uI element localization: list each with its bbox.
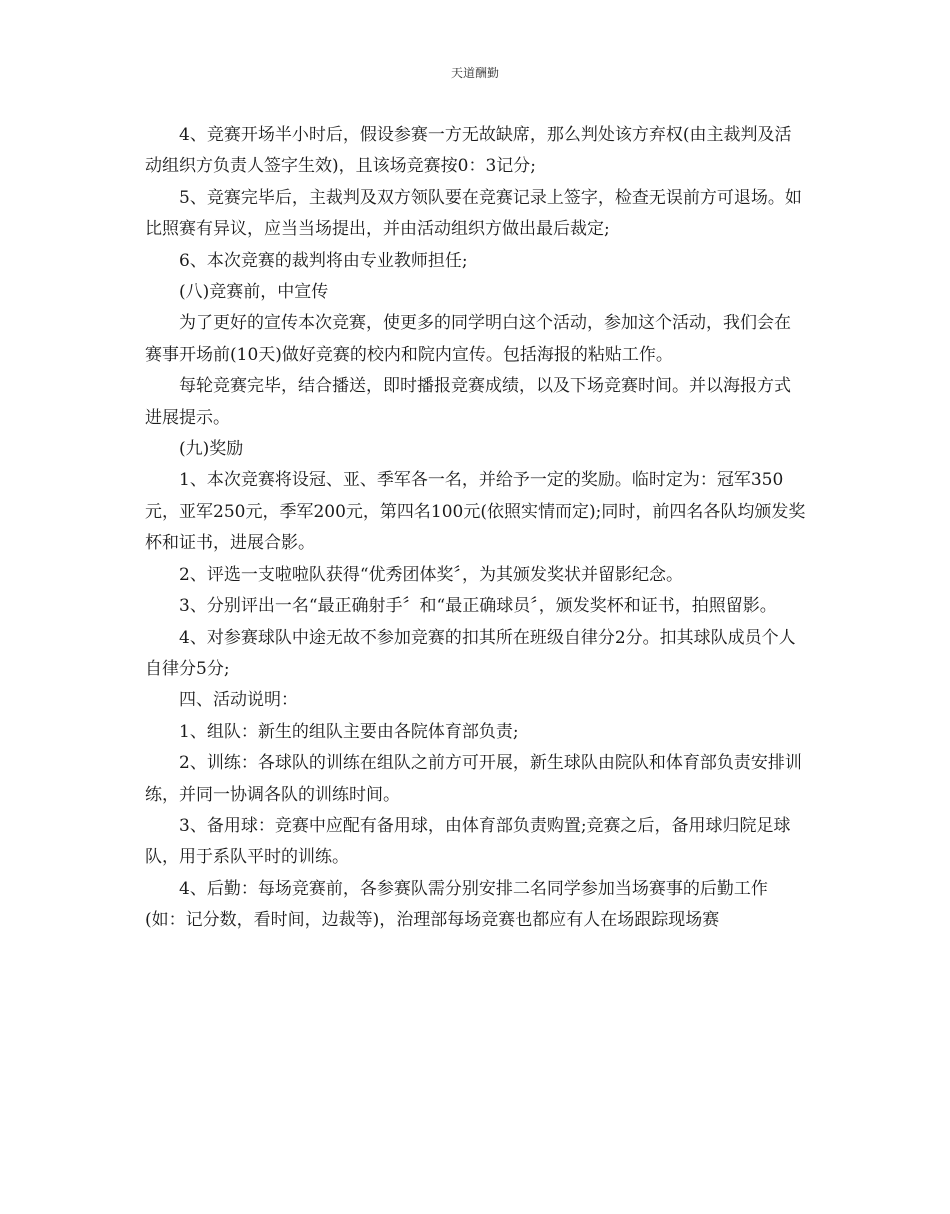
paragraph-award-4: 4、对参赛球队中途无故不参加竞赛的扣其所在班级自律分2分。扣其球队成员个人自律分5分;: [145, 627, 796, 679]
paragraph-rule-4: 4、竞赛开场半小时后，假设参赛一方无故缺席，那么判处该方弃权(由主裁判及活动组织方负责人签字生效)，且该场竞赛按0：3记分;: [145, 125, 792, 177]
paragraph-award-3: 3、分别评出一名“最正确射手〞和“最正确球员〞，颁发奖杯和证书，拍照留影。: [179, 596, 777, 617]
paragraph-note-2: 2、训练：各球队的训练在组队之前方可开展，新生球队由院队和体育部负责安排训练，并同一协调各队的训练时间。: [145, 753, 802, 805]
paragraph-rule-6: 6、本次竞赛的裁判将由专业教师担任;: [179, 250, 468, 271]
paragraph-note-4: 4、后勤：每场竞赛前，各参赛队需分别安排二名同学参加当场赛事的后勤工作(如：记分数，看时间，边裁等)，治理部每场竞赛也都应有人在场跟踪现场赛: [145, 878, 768, 931]
paragraph-award-1: 1、本次竞赛将设冠、亚、季军各一名，并给予一定的奖励。临时定为：冠军350元，亚军250元，季军200元，第四名100元(依照实情而定);同时，前四名各队均颁发奖杯和证书，进展合影。: [145, 470, 806, 554]
section-heading-notes: 四、活动说明：: [179, 690, 298, 711]
paragraph-rule-5: 5、竞赛完毕后，主裁判及双方领队要在竞赛记录上签字，检查无误前方可退场。如比照赛有异议，应当当场提出，并由活动组织方做出最后裁定;: [145, 187, 802, 240]
paragraph-publicity-2: 每轮竞赛完毕，结合播送，即时播报竞赛成绩，以及下场竞赛时间。并以海报方式进展提示。: [145, 376, 791, 428]
section-heading-publicity: (八)竞赛前，中宣传: [179, 282, 329, 303]
paragraph-note-3: 3、备用球：竞赛中应配有备用球，由体育部负责购置;竞赛之后，备用球归院足球队，用于系队平时的训练。: [145, 815, 791, 868]
document-body: [145, 120, 807, 937]
paragraph-note-1: 1、组队：新生的组队主要由各院体育部负责;: [179, 721, 519, 742]
paragraph-publicity-1: 为了更好的宣传本次竞赛，使更多的同学明白这个活动，参加这个活动，我们会在赛事开场前(10天)做好竞赛的校内和院内宣传。包括海报的粘贴工作。: [145, 313, 791, 365]
page-header: 天道酬勤: [450, 66, 499, 80]
section-heading-awards: (九)奖励: [179, 439, 244, 460]
paragraph-award-2: 2、评选一支啦啦队获得“优秀团体奖〞，为其颁发奖状并留影纪念。: [179, 564, 684, 585]
